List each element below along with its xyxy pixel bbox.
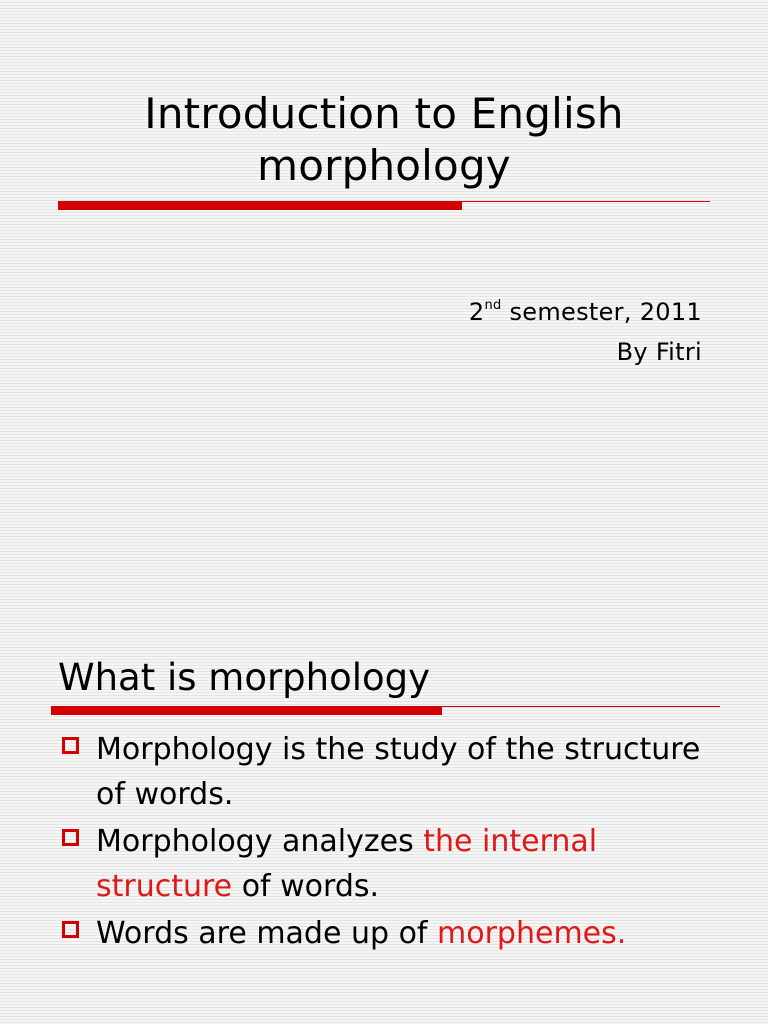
semester-number: 2 bbox=[468, 298, 485, 326]
semester-ordinal: nd bbox=[484, 298, 502, 313]
author-line: By Fitri bbox=[616, 338, 702, 366]
content-slide-title: What is morphology bbox=[58, 656, 431, 699]
slide-title-line-1: Introduction to English bbox=[144, 89, 624, 138]
bullet-item bbox=[58, 819, 738, 909]
semester-text: semester, 2011 bbox=[501, 298, 702, 326]
title-divider-thin bbox=[462, 201, 710, 202]
bullet-highlight: the internal structure bbox=[96, 824, 598, 904]
bullet-highlight: morphemes. bbox=[437, 916, 627, 951]
bullet-list bbox=[58, 727, 738, 958]
content-slide bbox=[0, 620, 768, 1024]
bullet-text-end: of words. bbox=[232, 869, 380, 904]
content-divider-thick bbox=[51, 706, 442, 715]
slide-title bbox=[0, 88, 768, 192]
hollow-square-bullet-icon bbox=[62, 829, 79, 846]
bullet-item bbox=[58, 911, 738, 956]
bullet-text: Morphology is the study of the structure of words. bbox=[96, 732, 701, 812]
content-title-divider bbox=[51, 706, 720, 715]
bullet-text: Words are made up of bbox=[96, 916, 438, 951]
hollow-square-bullet-icon bbox=[62, 737, 79, 754]
slide-subtitle bbox=[469, 292, 702, 372]
content-divider-thin bbox=[442, 706, 720, 707]
bullet-text: Morphology analyzes bbox=[96, 824, 424, 859]
slide-title-line-2: morphology bbox=[257, 141, 511, 190]
title-divider-thick bbox=[58, 201, 462, 210]
hollow-square-bullet-icon bbox=[62, 921, 79, 938]
title-divider bbox=[58, 201, 710, 210]
semester-line bbox=[469, 292, 702, 332]
bullet-item bbox=[58, 727, 738, 817]
